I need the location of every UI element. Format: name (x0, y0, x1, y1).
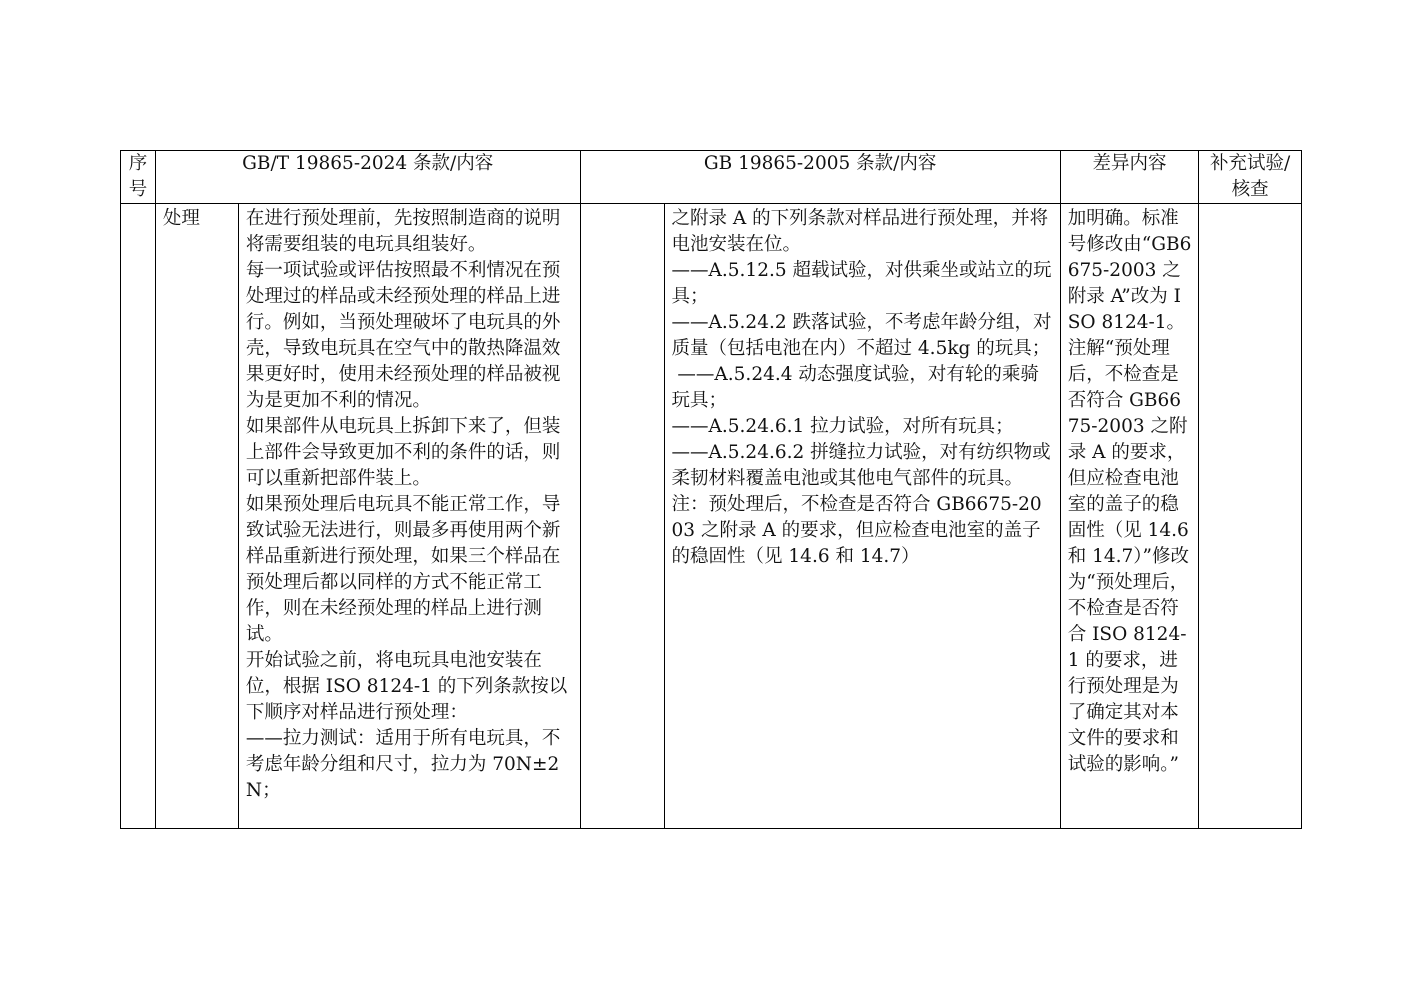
cell-seq (121, 204, 156, 829)
cell-gbt-content (238, 204, 580, 829)
cell-supplement (1199, 204, 1302, 829)
header-diff: 差异内容 (1060, 151, 1199, 204)
cell-gbt-clause: 处理 (155, 204, 238, 829)
header-gb-2005: GB 19865-2005 条款/内容 (580, 151, 1060, 204)
gb-paragraph: ——A.5.24.4 动态强度试验，对有轮的乘骑玩具； (671, 364, 1039, 411)
gbt-paragraph: 在进行预处理前，先按照制造商的说明将需要组装的电玩具组装好。 (245, 208, 561, 255)
header-supplement: 补充试验/核查 (1199, 151, 1302, 204)
gb-note: 注：预处理后，不检查是否符合 GB6675-2003 之附录 A 的要求，但应检查电池室的盖子的稳固性（见 14.6 和 14.7） (671, 494, 1042, 567)
gb-paragraph: ——A.5.12.5 超载试验，对供乘坐或站立的玩具； (671, 260, 1052, 307)
gb-paragraph: ——A.5.24.2 跌落试验，不考虑年龄分组，对质量（包括电池在内）不超过 4.5kg 的玩具； (671, 312, 1052, 359)
header-gbt-2024: GB/T 19865-2024 条款/内容 (155, 151, 580, 204)
gb-paragraph: 之附录 A 的下列条款对样品进行预处理，并将电池安装在位。 (671, 208, 1049, 255)
table-header-row (121, 151, 1302, 204)
gbt-paragraph: 每一项试验或评估按照最不利情况在预处理过的样品或未经预处理的样品上进行。例如，当预处理破坏了电玩具的外壳，导致电玩具在空气中的散热降温效果更好时，使用未经预处理的样品被视为是更加不利的情况。 (245, 260, 561, 411)
gbt-paragraph: 如果预处理后电玩具不能正常工作，导致试验无法进行，则最多再使用两个新样品重新进行预处理，如果三个样品在预处理后都以同样的方式不能正常工作，则在未经预处理的样品上进行测试。 (245, 494, 561, 645)
gbt-paragraph: 开始试验之前，将电玩具电池安装在位，根据 ISO 8124-1 的下列条款按以下顺序对样品进行预处理： (245, 650, 568, 723)
header-seq: 序号 (121, 151, 156, 204)
gb-paragraph: ——A.5.24.6.1 拉力试验，对所有玩具； (671, 416, 1014, 437)
gbt-paragraph: 如果部件从电玩具上拆卸下来了，但装上部件会导致更加不利的条件的话，则可以重新把部件装上。 (245, 416, 561, 489)
gb-paragraph: ——A.5.24.6.2 拼缝拉力试验，对有纺织物或柔韧材料覆盖电池或其他电气部件的玩具。 (671, 442, 1051, 489)
cell-gb-content (664, 204, 1060, 829)
table-row (121, 204, 1302, 829)
comparison-table (120, 150, 1302, 829)
cell-diff: 加明确。标准号修改由“GB6675-2003 之附录 A”改为 ISO 8124-1。注解“预处理后，不检查是否符合 GB6675-2003 之附录 A 的要求，但应检查电池室的盖子的稳固性（见 14.6 和 14.7）”修改为“预处理后，不检查是否符合 ISO 8124-1 的要求，进行预处理是为了确定其对本文件的要求和试验的影响。” (1060, 204, 1199, 829)
cell-gb-clause (580, 204, 664, 829)
gbt-paragraph: ——拉力测试：适用于所有电玩具，不考虑年龄分组和尺寸，拉力为 70N±2N； (245, 728, 561, 801)
